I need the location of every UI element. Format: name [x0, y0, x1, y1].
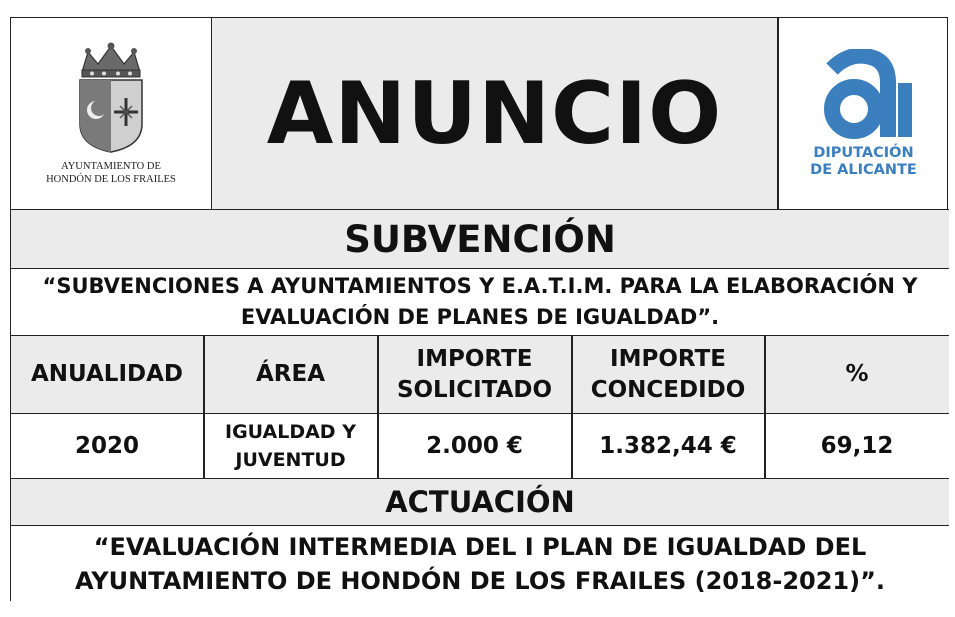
cell-area-line1: IGUALDAD Y	[225, 421, 356, 443]
cell-importe-concedido: 1.382,44 €	[572, 414, 764, 478]
header-importe-concedido-line2: CONCEDIDO	[590, 376, 746, 403]
actuacion-heading: ACTUACIÓN	[11, 479, 949, 525]
header-importe-solicitado-line1: IMPORTE	[416, 345, 533, 372]
title-cell	[212, 18, 777, 209]
cell-anualidad: 2020	[11, 414, 203, 478]
municipality-caption-line2: HONDÓN DE LOS FRAILES	[46, 173, 176, 185]
page-title: ANUNCIO	[266, 63, 723, 164]
cell-porcentaje: 69,12	[765, 414, 949, 478]
header-porcentaje: %	[765, 336, 949, 413]
diputacion-caption-line1: DIPUTACIÓN	[813, 144, 914, 161]
diputacion-logo-cell	[778, 18, 949, 209]
header-importe-solicitado	[378, 336, 571, 413]
cell-importe-solicitado: 2.000 €	[378, 414, 571, 478]
municipal-coat-of-arms-icon	[74, 42, 148, 154]
municipality-logo-cell	[11, 18, 211, 209]
cell-area	[204, 414, 377, 478]
actuacion-description: “EVALUACIÓN INTERMEDIA DEL I PLAN DE IGUALDAD DEL AYUNTAMIENTO DE HONDÓN DE LOS FRAILES (2018-2021)”.	[11, 526, 949, 602]
header-importe-solicitado-line2: SOLICITADO	[396, 376, 553, 403]
header-anualidad: ANUALIDAD	[11, 336, 203, 413]
cell-area-line2: JUVENTUD	[235, 449, 346, 471]
municipality-caption	[46, 160, 176, 186]
subvencion-heading: SUBVENCIÓN	[11, 210, 949, 268]
header-importe-concedido-line1: IMPORTE	[610, 345, 726, 372]
header-importe-concedido	[572, 336, 764, 413]
divider	[203, 336, 205, 478]
header-area: ÁREA	[204, 336, 377, 413]
municipality-caption-line1: AYUNTAMIENTO DE	[61, 160, 161, 172]
subvencion-description: “SUBVENCIONES A AYUNTAMIENTOS Y E.A.T.I.M. PARA LA ELABORACIÓN Y EVALUACIÓN DE PLANES DE IGUALDAD”.	[11, 269, 949, 335]
divider	[571, 336, 573, 478]
divider	[764, 336, 766, 478]
diputacion-alicante-logo-icon	[814, 49, 914, 141]
diputacion-caption-line2: DE ALICANTE	[810, 161, 917, 178]
announcement-frame	[10, 17, 948, 601]
divider	[377, 336, 379, 478]
diputacion-caption	[810, 145, 917, 179]
